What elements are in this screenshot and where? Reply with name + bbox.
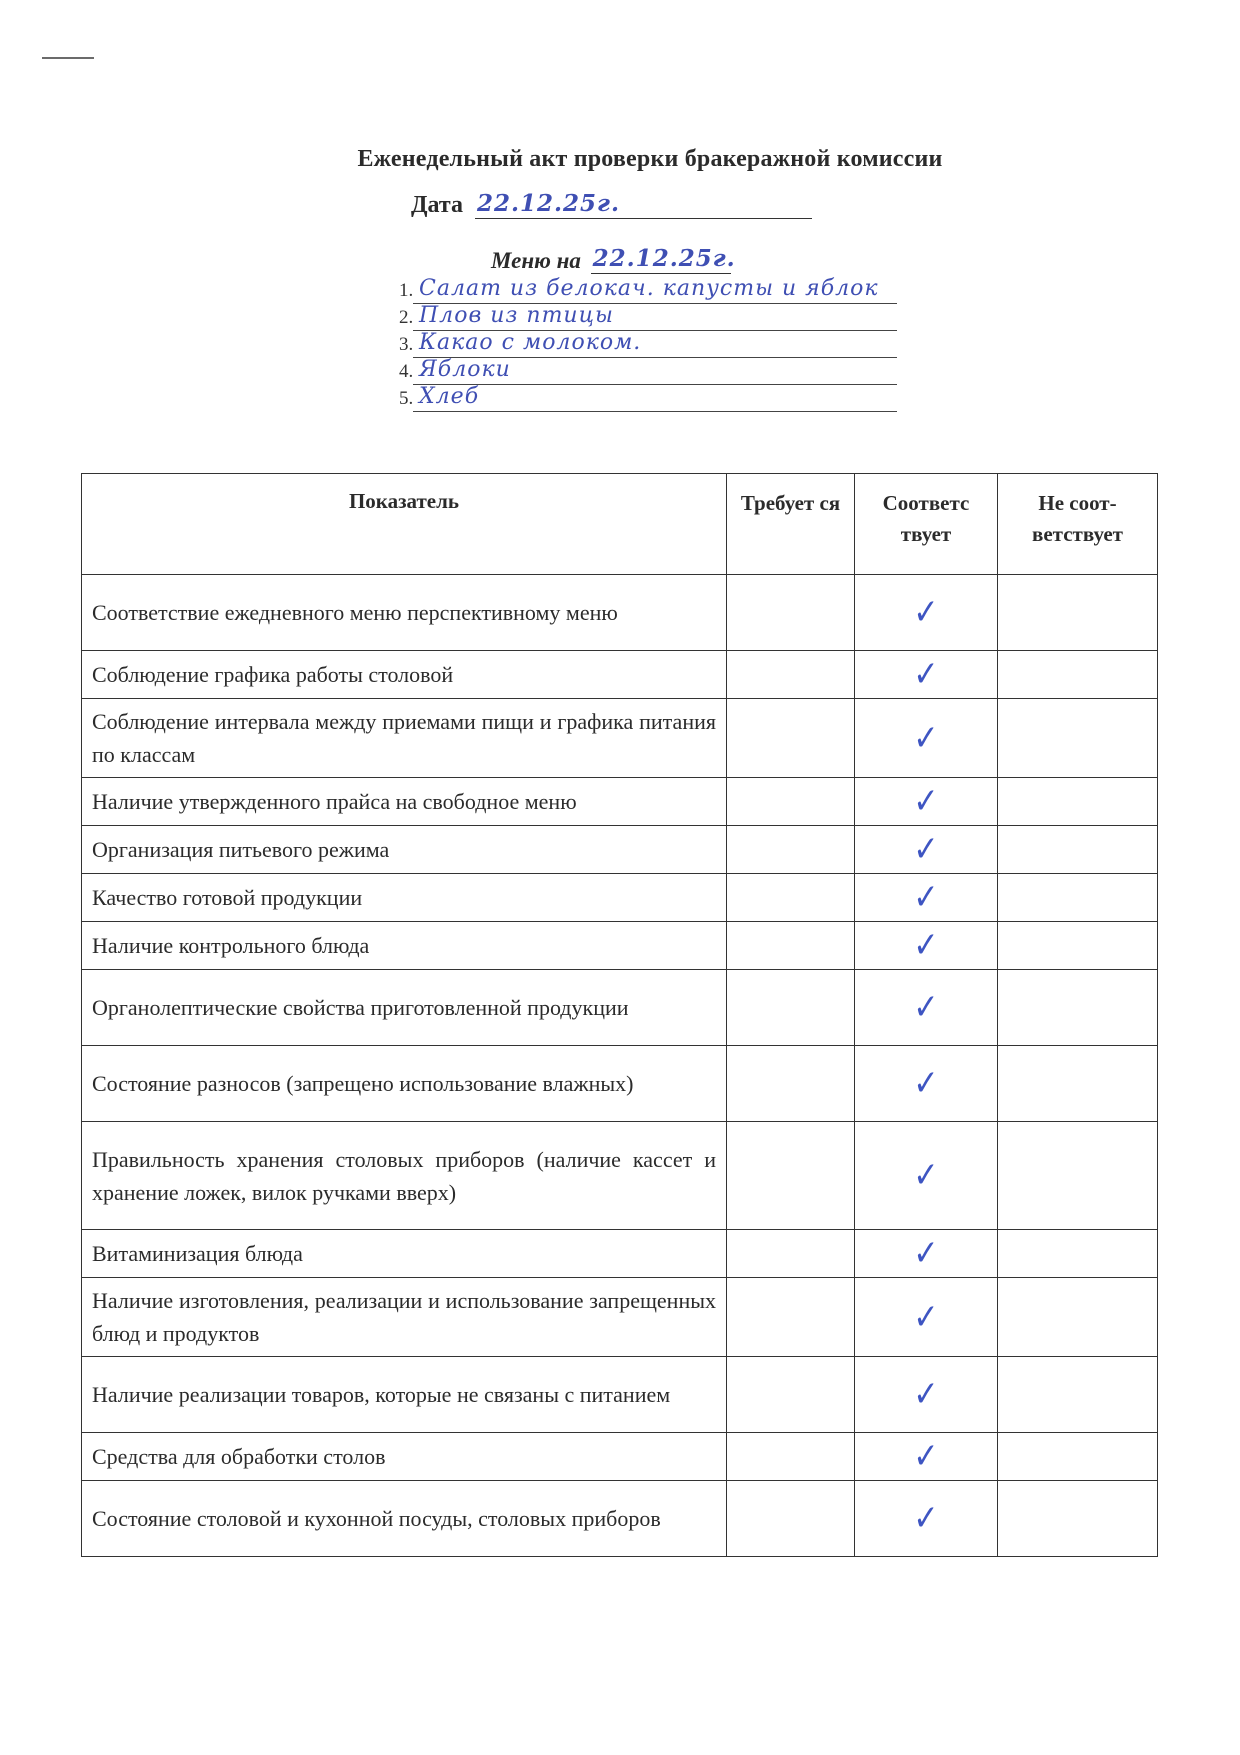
indicator-cell: Органолептические свойства приготовленной продукции [82, 970, 727, 1046]
menu-item-number: 3. [399, 334, 414, 355]
table-body [82, 575, 1158, 1557]
compliant-cell[interactable] [855, 1481, 998, 1557]
menu-item-text: Хлеб [419, 384, 480, 409]
date-label: Дата [411, 192, 463, 218]
noncompliant-cell[interactable] [998, 1230, 1158, 1278]
noncompliant-cell[interactable] [998, 1481, 1158, 1557]
noncompliant-cell[interactable] [998, 1278, 1158, 1357]
required-cell[interactable] [727, 1481, 855, 1557]
indicator-cell: Витаминизация блюда [82, 1230, 727, 1278]
required-cell[interactable] [727, 1046, 855, 1122]
compliant-cell[interactable] [855, 1433, 998, 1481]
check-mark-icon: ✓ [913, 1062, 939, 1105]
check-mark-icon: ✓ [913, 828, 939, 871]
noncompliant-cell[interactable] [998, 1357, 1158, 1433]
header-required: Требует ся [727, 474, 855, 575]
required-cell[interactable] [727, 1278, 855, 1357]
noncompliant-cell[interactable] [998, 651, 1158, 699]
check-mark-icon: ✓ [913, 1296, 939, 1338]
table-row [82, 651, 1158, 699]
menu-item-text: Плов из птицы [419, 303, 614, 328]
menu-date-line[interactable] [591, 245, 736, 274]
noncompliant-cell[interactable] [998, 970, 1158, 1046]
menu-item-text: Какао с молоком. [419, 330, 642, 355]
noncompliant-cell[interactable] [998, 575, 1158, 651]
date-value: 22.12.25г. [476, 190, 620, 217]
indicator-cell: Средства для обработки столов [82, 1433, 727, 1481]
indicator-cell: Организация питьевого режима [82, 826, 727, 874]
compliant-cell[interactable] [855, 1278, 998, 1357]
menu-item-number: 5. [399, 388, 414, 409]
indicator-cell: Соответствие ежедневного меню перспективному меню [82, 575, 727, 651]
check-mark-icon: ✓ [913, 591, 939, 634]
menu-item-text: Салат из белокач. капусты и яблок [419, 276, 879, 301]
check-mark-icon: ✓ [913, 653, 939, 696]
menu-date-value: 22.12.25г. [592, 245, 736, 272]
table-row [82, 1278, 1158, 1357]
required-cell[interactable] [727, 874, 855, 922]
table-header-row [82, 474, 1158, 575]
compliant-cell[interactable] [855, 778, 998, 826]
required-cell[interactable] [727, 922, 855, 970]
table-row [82, 575, 1158, 651]
compliant-cell[interactable] [855, 874, 998, 922]
inspection-table [81, 473, 1158, 1557]
header-indicator: Показатель [82, 474, 727, 575]
document-title: Еженедельный акт проверки бракеражной комиссии [357, 146, 943, 172]
indicator-cell: Качество готовой продукции [82, 874, 727, 922]
indicator-cell: Соблюдение графика работы столовой [82, 651, 727, 699]
menu-item-line[interactable] [413, 303, 897, 331]
check-mark-icon: ✓ [913, 1154, 939, 1197]
check-mark-icon: ✓ [913, 1497, 939, 1540]
compliant-cell[interactable] [855, 1122, 998, 1230]
required-cell[interactable] [727, 970, 855, 1046]
compliant-cell[interactable] [855, 922, 998, 970]
noncompliant-cell[interactable] [998, 699, 1158, 778]
menu-item-text: Яблоки [419, 357, 511, 382]
table-row [82, 778, 1158, 826]
scan-corner-mark [42, 57, 94, 59]
required-cell[interactable] [727, 575, 855, 651]
required-cell[interactable] [727, 699, 855, 778]
check-mark-icon: ✓ [913, 1373, 939, 1416]
date-field [411, 192, 812, 219]
table-row [82, 1481, 1158, 1557]
noncompliant-cell[interactable] [998, 778, 1158, 826]
required-cell[interactable] [727, 1230, 855, 1278]
indicator-cell: Соблюдение интервала между приемами пищи и графика питания по классам [82, 699, 727, 778]
indicator-cell: Наличие утвержденного прайса на свободное меню [82, 778, 727, 826]
check-mark-icon: ✓ [913, 876, 939, 919]
table-row [82, 1357, 1158, 1433]
compliant-cell[interactable] [855, 826, 998, 874]
noncompliant-cell[interactable] [998, 826, 1158, 874]
check-mark-icon: ✓ [913, 1232, 939, 1275]
menu-item-line[interactable] [413, 357, 897, 385]
noncompliant-cell[interactable] [998, 1122, 1158, 1230]
menu-item-number: 2. [399, 307, 414, 328]
menu-item-line[interactable] [413, 384, 897, 412]
required-cell[interactable] [727, 651, 855, 699]
header-compliant: Соответс твует [855, 474, 998, 575]
menu-item-number: 4. [399, 361, 414, 382]
check-mark-icon: ✓ [913, 1435, 939, 1478]
required-cell[interactable] [727, 826, 855, 874]
compliant-cell[interactable] [855, 575, 998, 651]
indicator-cell: Наличие реализации товаров, которые не связаны с питанием [82, 1357, 727, 1433]
menu-item-line[interactable] [413, 276, 897, 304]
compliant-cell[interactable] [855, 699, 998, 778]
compliant-cell[interactable] [855, 1046, 998, 1122]
compliant-cell[interactable] [855, 651, 998, 699]
table-row [82, 1046, 1158, 1122]
noncompliant-cell[interactable] [998, 1433, 1158, 1481]
indicator-cell: Правильность хранения столовых приборов (наличие кассет и хранение ложек, вилок ручками вверх) [82, 1122, 727, 1230]
menu-item-line[interactable] [413, 330, 897, 358]
date-line[interactable] [475, 192, 812, 219]
header-noncompliant: Не соот- ветствует [998, 474, 1158, 575]
noncompliant-cell[interactable] [998, 874, 1158, 922]
check-mark-icon: ✓ [913, 780, 939, 823]
indicator-cell: Наличие контрольного блюда [82, 922, 727, 970]
required-cell[interactable] [727, 1357, 855, 1433]
table-row [82, 1230, 1158, 1278]
required-cell[interactable] [727, 778, 855, 826]
table-row [82, 922, 1158, 970]
table-row [82, 699, 1158, 778]
noncompliant-cell[interactable] [998, 922, 1158, 970]
table-row [82, 1122, 1158, 1230]
table-row [82, 874, 1158, 922]
check-mark-icon: ✓ [913, 924, 939, 967]
menu-item-number: 1. [399, 280, 414, 301]
indicator-cell: Состояние столовой и кухонной посуды, столовых приборов [82, 1481, 727, 1557]
menu-label: Меню на [491, 248, 581, 273]
compliant-cell[interactable] [855, 1230, 998, 1278]
table-row [82, 1433, 1158, 1481]
table-row [82, 826, 1158, 874]
required-cell[interactable] [727, 1122, 855, 1230]
menu-heading [491, 245, 736, 274]
noncompliant-cell[interactable] [998, 1046, 1158, 1122]
indicator-cell: Наличие изготовления, реализации и использование запрещенных блюд и продуктов [82, 1278, 727, 1357]
compliant-cell[interactable] [855, 1357, 998, 1433]
check-mark-icon: ✓ [913, 986, 939, 1029]
table-row [82, 970, 1158, 1046]
indicator-cell: Состояние разносов (запрещено использование влажных) [82, 1046, 727, 1122]
required-cell[interactable] [727, 1433, 855, 1481]
compliant-cell[interactable] [855, 970, 998, 1046]
check-mark-icon: ✓ [913, 717, 939, 759]
